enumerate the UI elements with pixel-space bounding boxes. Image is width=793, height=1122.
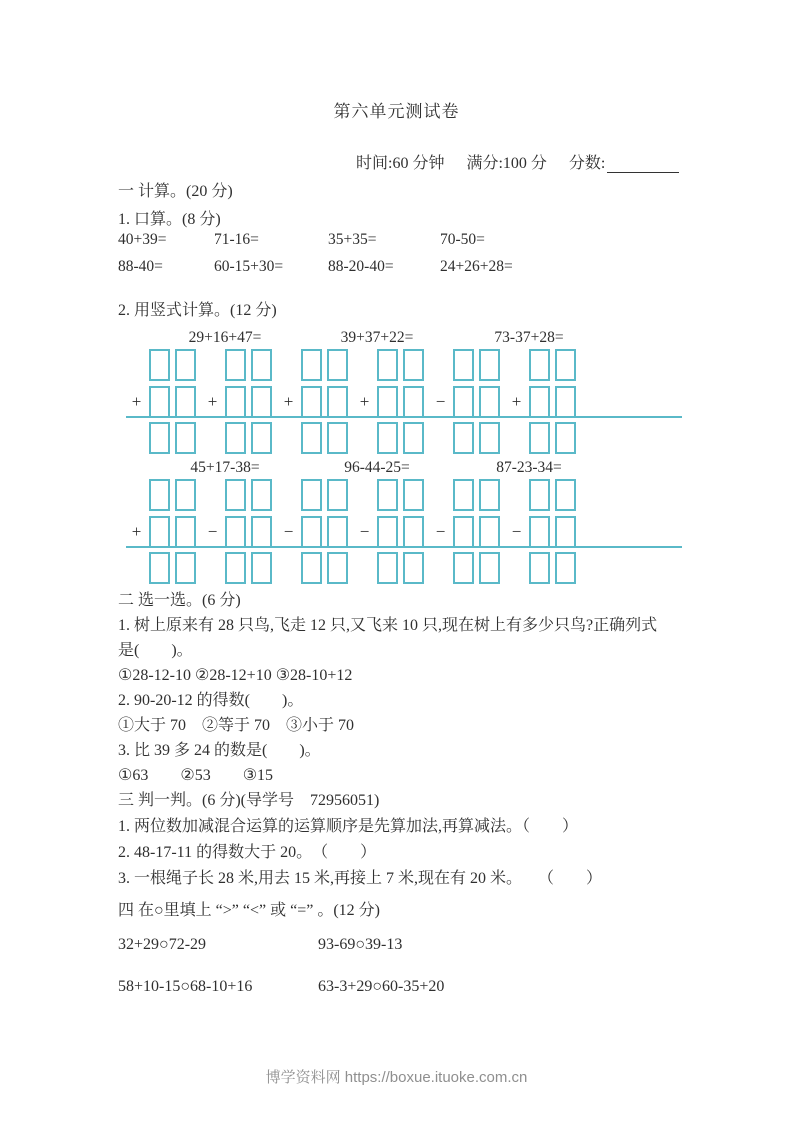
digit-box-pair[interactable]: [301, 479, 348, 507]
full-score-label: 满分:100 分: [466, 155, 547, 172]
operator-sign: −: [435, 522, 446, 541]
digit-box-pair[interactable]: [377, 349, 424, 377]
digit-box-pair[interactable]: [301, 552, 348, 580]
oral-expression: 88-40=: [118, 258, 163, 275]
operator-sign: +: [207, 392, 218, 411]
true-false-item: 2. 48-17-11 的得数大于 20。 （ ）: [118, 844, 377, 861]
vertical-problem-labels: [124, 459, 684, 477]
comparison-expression: 63-3+29○60-35+20: [318, 978, 445, 995]
vertical-calc-unit: [200, 347, 276, 450]
comparison-expression: 93-69○39-13: [318, 936, 403, 953]
vertical-calc-unit: [124, 347, 200, 450]
digit-box-pair[interactable]: [453, 552, 500, 580]
vertical-calc-group-1: [124, 329, 684, 450]
section-3-judge: [118, 788, 713, 892]
option-row: ①大于 70 ②等于 70 ③小于 70: [118, 717, 355, 734]
digit-box-pair[interactable]: [225, 386, 272, 414]
digit-box-pair[interactable]: [453, 422, 500, 450]
digit-box-pair[interactable]: [301, 349, 348, 377]
digit-box-pair[interactable]: [225, 552, 272, 580]
digit-box-pair[interactable]: [301, 516, 348, 544]
digit-box-pair[interactable]: [377, 479, 424, 507]
comparison-row: [118, 978, 713, 996]
operator-sign: −: [511, 522, 522, 541]
digit-box-pair[interactable]: [529, 422, 576, 450]
digit-box-pair[interactable]: [301, 386, 348, 414]
vertical-calc-unit: [428, 347, 504, 450]
digit-box-pair[interactable]: [149, 479, 196, 507]
vertical-calc-unit: [276, 477, 352, 580]
oral-expression: 40+39=: [118, 231, 167, 248]
vertical-calc-heading: 2. 用竖式计算。(12 分): [118, 302, 277, 319]
digit-box-pair[interactable]: [149, 349, 196, 377]
section-4-compare: [118, 901, 713, 996]
oral-expression: 70-50=: [440, 231, 485, 248]
vertical-problem-label: 73-37+28=: [494, 329, 564, 346]
vertical-calc-unit: [352, 347, 428, 450]
question-text: 是( )。: [118, 642, 193, 659]
digit-box-pair[interactable]: [529, 516, 576, 544]
operator-sign: +: [131, 522, 142, 541]
section-4-heading: 四 在○里填上 “>” “<” 或 “=” 。(12 分): [118, 902, 381, 919]
operator-sign: −: [283, 522, 294, 541]
vertical-calc-unit: [504, 477, 580, 580]
section-3-heading: 三 判一判。(6 分)(导学号 72956051): [118, 792, 380, 809]
comparison-expression: 32+29○72-29: [118, 936, 207, 953]
vertical-calc-unit: [428, 477, 504, 580]
digit-box-pair[interactable]: [149, 516, 196, 544]
operator-sign: −: [207, 522, 218, 541]
digit-box-pair[interactable]: [377, 516, 424, 544]
oral-calc-heading: 1. 口算。(8 分): [118, 211, 221, 228]
section-2-heading: 二 选一选。(6 分): [118, 592, 241, 609]
true-false-item: 1. 两位数加减混合运算的运算顺序是先算加法,再算减法。（ ）: [118, 818, 579, 835]
oral-expression: 88-20-40=: [328, 258, 394, 275]
oral-expression: 71-16=: [214, 231, 259, 248]
oral-calc-problems: [118, 231, 513, 276]
digit-box-pair[interactable]: [377, 386, 424, 414]
vertical-problem-labels: [124, 329, 684, 347]
digit-box-pair[interactable]: [301, 422, 348, 450]
vertical-calc-columns: [124, 347, 684, 450]
footer-watermark[interactable]: 博学资料网 https://boxue.ituoke.com.cn: [265, 1069, 528, 1086]
digit-box-pair[interactable]: [529, 479, 576, 507]
comparison-expression: 58+10-15○68-10+16: [118, 978, 253, 995]
vertical-calc-unit: [124, 477, 200, 580]
digit-box-pair[interactable]: [453, 349, 500, 377]
digit-box-pair[interactable]: [225, 422, 272, 450]
operator-sign: +: [131, 392, 142, 411]
vertical-calc-unit: [200, 477, 276, 580]
exam-info-line: [356, 150, 679, 173]
digit-box-pair[interactable]: [225, 516, 272, 544]
question-text: 3. 比 39 多 24 的数是( )。: [118, 742, 321, 759]
digit-box-pair[interactable]: [453, 386, 500, 414]
operator-sign: −: [435, 392, 446, 411]
digit-box-pair[interactable]: [149, 422, 196, 450]
page-title: 第六单元测试卷: [333, 102, 460, 121]
vertical-problem-label: 45+17-38=: [190, 459, 260, 476]
vertical-calc-group-2: [124, 459, 684, 580]
vertical-calc-columns: [124, 477, 684, 580]
option-row: ①63 ②53 ③15: [118, 767, 274, 784]
oral-expression: 35+35=: [328, 231, 377, 248]
vertical-problem-label: 29+16+47=: [188, 329, 262, 346]
digit-box-pair[interactable]: [377, 552, 424, 580]
digit-box-pair[interactable]: [225, 479, 272, 507]
vertical-calc-unit: [276, 347, 352, 450]
digit-box-pair[interactable]: [377, 422, 424, 450]
comparison-row: [118, 936, 713, 954]
digit-box-pair[interactable]: [529, 349, 576, 377]
digit-box-pair[interactable]: [149, 552, 196, 580]
score-label: 分数:: [568, 155, 606, 172]
answer-line: [126, 546, 682, 548]
time-label: 时间:60 分钟: [356, 155, 445, 172]
section-2-choose: [118, 588, 703, 788]
operator-sign: +: [511, 392, 522, 411]
score-field: [569, 150, 679, 173]
score-blank[interactable]: [607, 158, 679, 173]
digit-box-pair[interactable]: [149, 386, 196, 414]
operator-sign: +: [359, 392, 370, 411]
option-row: ①28-12-10 ②28-12+10 ③28-10+12: [118, 667, 353, 684]
digit-box-pair[interactable]: [453, 516, 500, 544]
digit-box-pair[interactable]: [529, 552, 576, 580]
oral-expression: 24+26+28=: [440, 258, 513, 275]
operator-sign: +: [283, 392, 294, 411]
answer-line: [126, 416, 682, 418]
vertical-calc-unit: [504, 347, 580, 450]
true-false-item: 3. 一根绳子长 28 米,用去 15 米,再接上 7 米,现在有 20 米。 （ ）: [118, 870, 603, 887]
vertical-calc-unit: [352, 477, 428, 580]
oral-expression: 60-15+30=: [214, 258, 284, 275]
vertical-problem-label: 39+37+22=: [340, 329, 414, 346]
question-text: 2. 90-20-12 的得数( )。: [118, 692, 304, 709]
vertical-problem-label: 96-44-25=: [344, 459, 410, 476]
question-text: 1. 树上原来有 28 只鸟,飞走 12 只,又飞来 10 只,现在树上有多少只鸟?正确列式: [118, 617, 658, 634]
section-1-heading: 一 计算。(20 分): [118, 183, 233, 200]
digit-box-pair[interactable]: [225, 349, 272, 377]
digit-box-pair[interactable]: [453, 479, 500, 507]
vertical-problem-label: 87-23-34=: [496, 459, 562, 476]
operator-sign: −: [359, 522, 370, 541]
digit-box-pair[interactable]: [529, 386, 576, 414]
